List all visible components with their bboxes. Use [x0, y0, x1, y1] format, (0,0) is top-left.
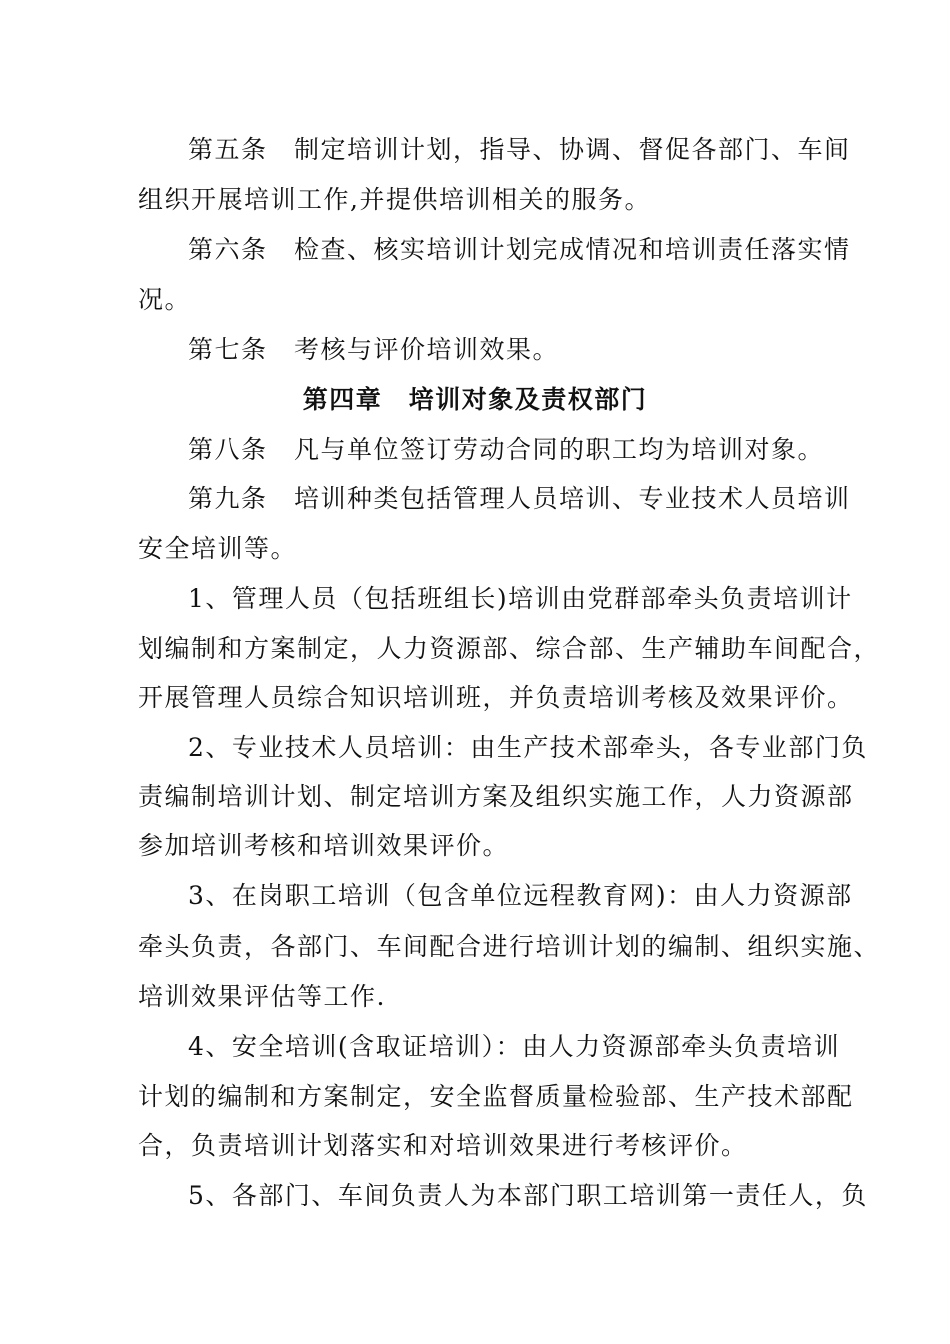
item-1-line-2: 划编制和方案制定，人力资源部、综合部、生产辅助车间配合，: [138, 634, 881, 663]
item-3-line-3: 培训效果评估等工作.: [138, 982, 386, 1011]
article-8-line: 第八条 凡与单位签订劳动合同的职工均为培训对象。: [188, 435, 825, 464]
item-3-line-2: 牵头负责，各部门、车间配合进行培训计划的编制、组织实施、: [138, 932, 881, 961]
article-5-line-2: 组织开展培训工作,并提供培训相关的服务。: [138, 185, 651, 214]
article-5-line-1: 第五条 制定培训计划，指导、协调、督促各部门、车间: [188, 135, 851, 164]
article-9-line-1: 第九条 培训种类包括管理人员培训、专业技术人员培训: [188, 484, 851, 513]
chapter-4-heading: 第四章 培训对象及责权部门: [302, 385, 648, 414]
article-9-line-2: 安全培训等。: [138, 534, 298, 563]
item-2-line-1: 2、专业技术人员培训：由生产技术部牵头，各专业部门负: [188, 733, 868, 762]
item-1-line-3: 开展管理人员综合知识培训班，并负责培训考核及效果评价。: [138, 683, 854, 712]
item-2-line-2: 责编制培训计划、制定培训方案及组织实施工作，人力资源部: [138, 782, 854, 811]
item-2-line-3: 参加培训考核和培训效果评价。: [138, 831, 510, 860]
item-1-line-1: 1、管理人员（包括班组长)培训由党群部牵头负责培训计: [188, 584, 853, 613]
article-6-line-1: 第六条 检查、核实培训计划完成情况和培训责任落实情: [188, 235, 851, 264]
item-3-line-1: 3、在岗职工培训（包含单位远程教育网)：由人力资源部: [188, 881, 853, 910]
article-7-line: 第七条 考核与评价培训效果。: [188, 335, 560, 364]
item-4-line-1: 4、安全培训(含取证培训）：由人力资源部牵头负责培训: [188, 1032, 841, 1061]
item-4-line-3: 合，负责培训计划落实和对培训效果进行考核评价。: [138, 1131, 748, 1160]
article-6-line-2: 况。: [138, 285, 192, 314]
item-5-line-1: 5、各部门、车间负责人为本部门职工培训第一责任人，负: [188, 1181, 868, 1210]
item-4-line-2: 计划的编制和方案制定，安全监督质量检验部、生产技术部配: [138, 1082, 854, 1111]
